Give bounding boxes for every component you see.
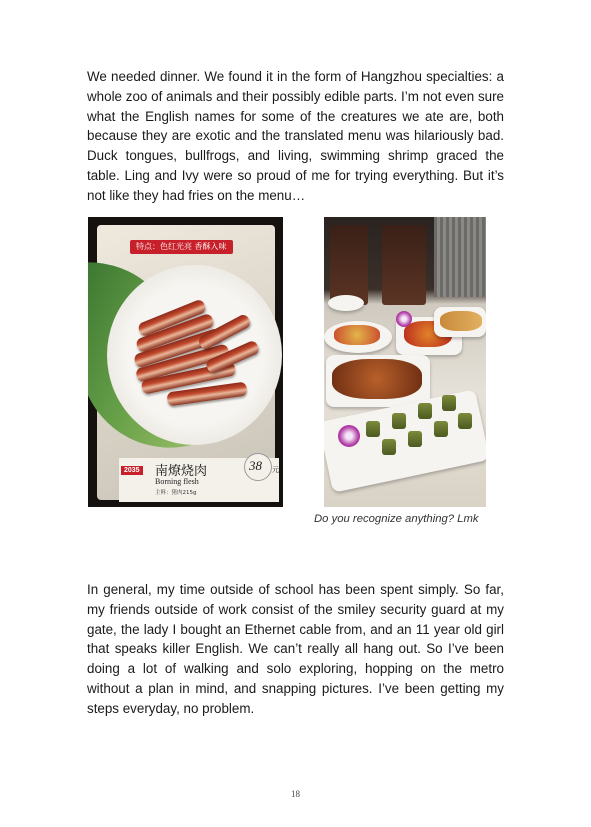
chair [382, 225, 426, 305]
food [442, 395, 456, 411]
food [366, 421, 380, 437]
food [440, 311, 482, 331]
dish-price: 38 [249, 458, 262, 473]
food [408, 431, 422, 447]
tea-cup [328, 295, 364, 311]
dish-ingredients: 主料：猪肉215g [155, 490, 197, 496]
paragraph-dinner: We needed dinner. We found it in the form of Hangzhou specialties: a whole zoo of animals and their possibly edible parts. I’m not even sure what the English names for some of the creatures we ate are, both because they are exotic and the translated menu was hilariously bad. Duck tongues, bullfrogs, and living, swimming shrimp graced the table. Ling and Ivy were so proud of me for trying everything. But it’s not like they had fries on the menu… [87, 69, 504, 203]
paragraph-daily-life: In general, my time outside of school has been spent simply. So far, my friends outside of work consist of the smiley security guard at my gate, the lady I bought an Ethernet cable from, and an 11 year old girl that speaks killer English. We can’t really all hang out. So I’ve been doing a lot of walking and solo exploring, hopping on the metro without a plan in mind, and snapping pictures. I’ve been getting my steps everyday, no problem. [87, 582, 504, 716]
menu-banner: 特点：色红光亮 香酥入味 [130, 240, 233, 254]
wall-panel [434, 217, 486, 297]
food [332, 359, 422, 399]
dinner-table-photo [324, 217, 486, 507]
food [434, 421, 448, 437]
orchid-garnish [338, 425, 360, 447]
chair [330, 225, 368, 305]
food [334, 325, 380, 345]
menu-card-photo [88, 217, 283, 507]
orchid-garnish [396, 311, 412, 327]
dish-name-chinese: 南燎烧肉 [155, 464, 208, 479]
food [458, 413, 472, 429]
dish-code: 2035 [121, 466, 143, 475]
food [418, 403, 432, 419]
food [392, 413, 406, 429]
price-unit: 元 [272, 466, 279, 474]
page-number: 18 [291, 789, 300, 799]
photo-caption: Do you recognize anything? Lmk [314, 513, 479, 525]
dish-name-english: Borning flesh [155, 477, 199, 486]
food [382, 439, 396, 455]
